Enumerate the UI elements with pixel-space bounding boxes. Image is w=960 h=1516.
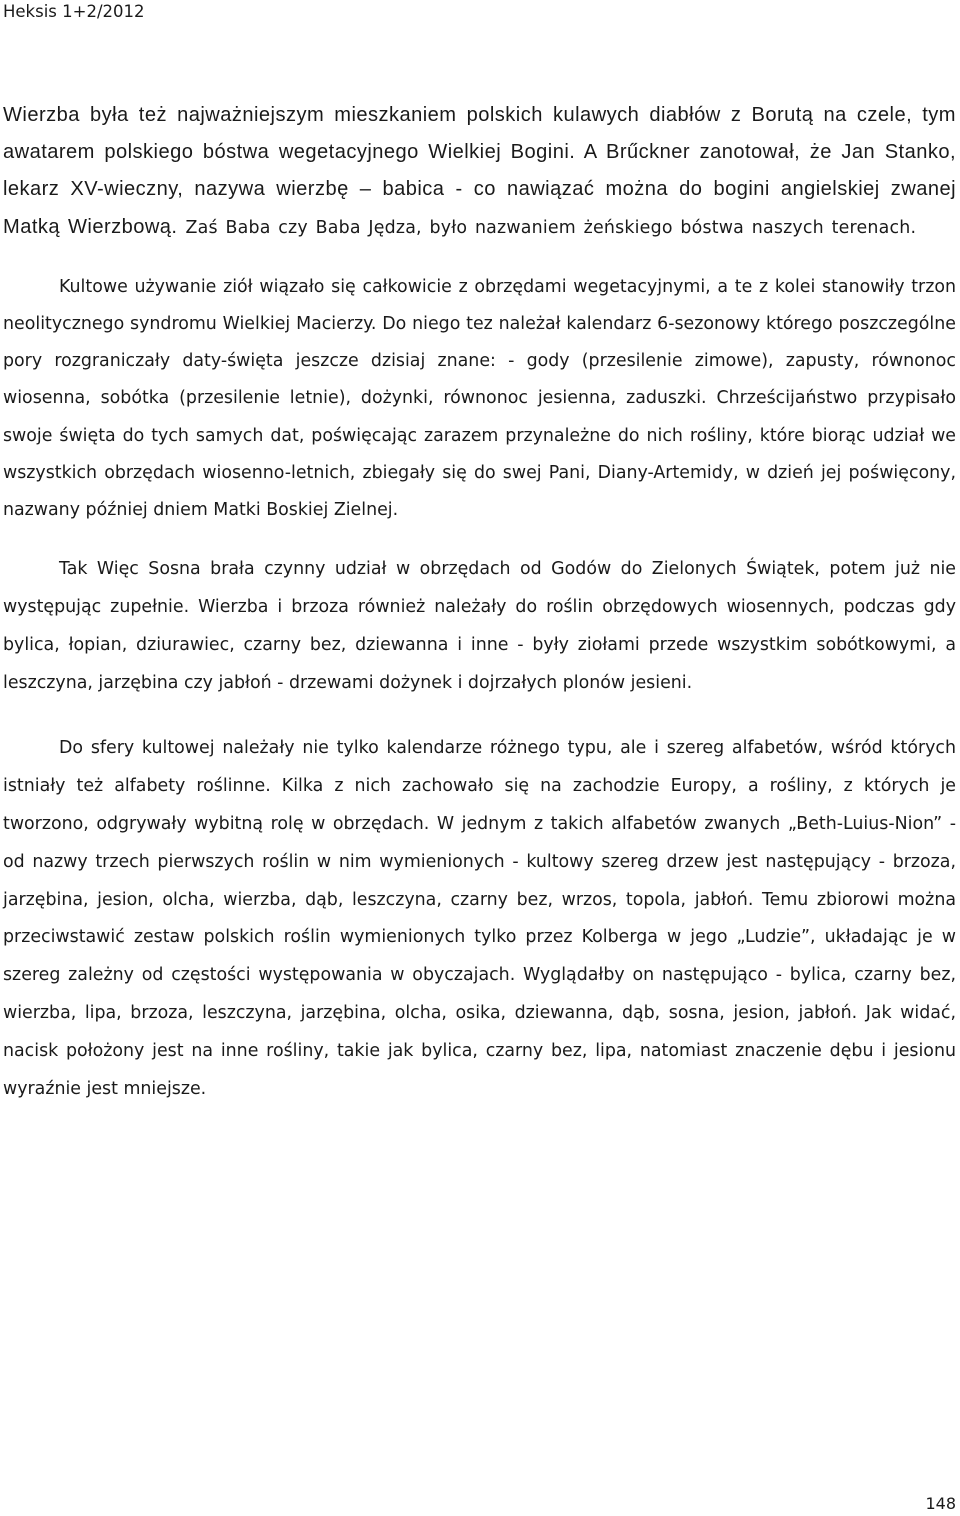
article-body: [3, 97, 956, 1108]
paragraph-1-run-a: Wierzba była też najważniejszym mieszkaniem polskich kulawych diabłów z Borutą na czele, tym awatarem polskiego bóstwa wegetacyjnego Wielkiej Bogini. A Brűckner zanotował, że Jan Stanko, lekarz XV-wieczny, nazywa wierzbę – babica - co nawiązać można do bogini angielskiej zwanej Matką Wierzbową.: [3, 104, 956, 238]
page-number: 148: [925, 1494, 956, 1513]
paragraph-2: Kultowe używanie ziół wiązało się całkowicie z obrzędami wegetacyjnymi, a te z kolei stanowiły trzon neolitycznego syndromu Wielkiej Macierzy. Do niego tez należał kalendarz 6-sezonowy którego poszczególne pory rozgraniczały daty-święta jeszcze dzisiaj znane: - gody (przesilenie zimowe), zapusty, równonoc wiosenna, sobótka (przesilenie letnie), dożynki, równonoc jesienna, zaduszki. Chrześcijaństwo przypisało swoje święta do tych samych dat, poświęcając zarazem przynależne do nich rośliny, które biorąc udział we wszystkich obrzędach wiosenno-letnich, zbiegały się do swej Pani, Diany-Artemidy, w dzień jej poświęcony, nazwany później dniem Matki Boskiej Zielnej.: [3, 276, 956, 521]
paragraph-1-run-b: Zaś Baba czy Baba Jędza, było nazwaniem żeńskiego bóstwa naszych terenach.: [185, 217, 917, 238]
running-header: Heksis 1+2/2012: [3, 2, 145, 21]
paragraph-3: Tak Więc Sosna brała czynny udział w obrzędach od Godów do Zielonych Świątek, potem już nie występując zupełnie. Wierzba i brzoza również należały do roślin obrzędowych wiosennych, podczas gdy bylica, łopian, dziurawiec, czarny bez, dziewanna i inne - były ziołami przede wszystkim sobótkowymi, a leszczyna, jarzębina czy jabłoń - drzewami dożynek i dojrzałych plonów jesieni.: [3, 559, 956, 693]
paragraph-4: Do sfery kultowej należały nie tylko kalendarze różnego typu, ale i szereg alfabetów, wśród których istniały też alfabety roślinne. Kilka z nich zachowało się na zachodzie Europy, a rośliny, z których je tworzono, odgrywały wybitną rolę w obrzędach. W jednym z takich alfabetów zwanych „Beth-Luius-Nion” - od nazwy trzech pierwszych roślin w nim wymienionych - kultowy szereg drzew jest następujący - brzoza, jarzębina, jesion, olcha, wierzba, dąb, leszczyna, czarny bez, wrzos, topola, jabłoń. Temu zbiorowi można przeciwstawić zestaw polskich roślin wymienionych tylko przez Kolberga w jego „Ludzie”, układając je w szereg zależny od częstości występowania w obyczajach. Wyglądałby on następująco - bylica, czarny bez, wierzba, lipa, brzoza, leszczyna, jarzębina, olcha, osika, dziewanna, dąb, sosna, jesion, jabłoń. Jak widać, nacisk położony jest na inne rośliny, takie jak bylica, czarny bez, lipa, natomiast znaczenie dębu i jesionu wyraźnie jest mniejsze.: [3, 738, 956, 1099]
paragraph-1: [3, 97, 956, 247]
